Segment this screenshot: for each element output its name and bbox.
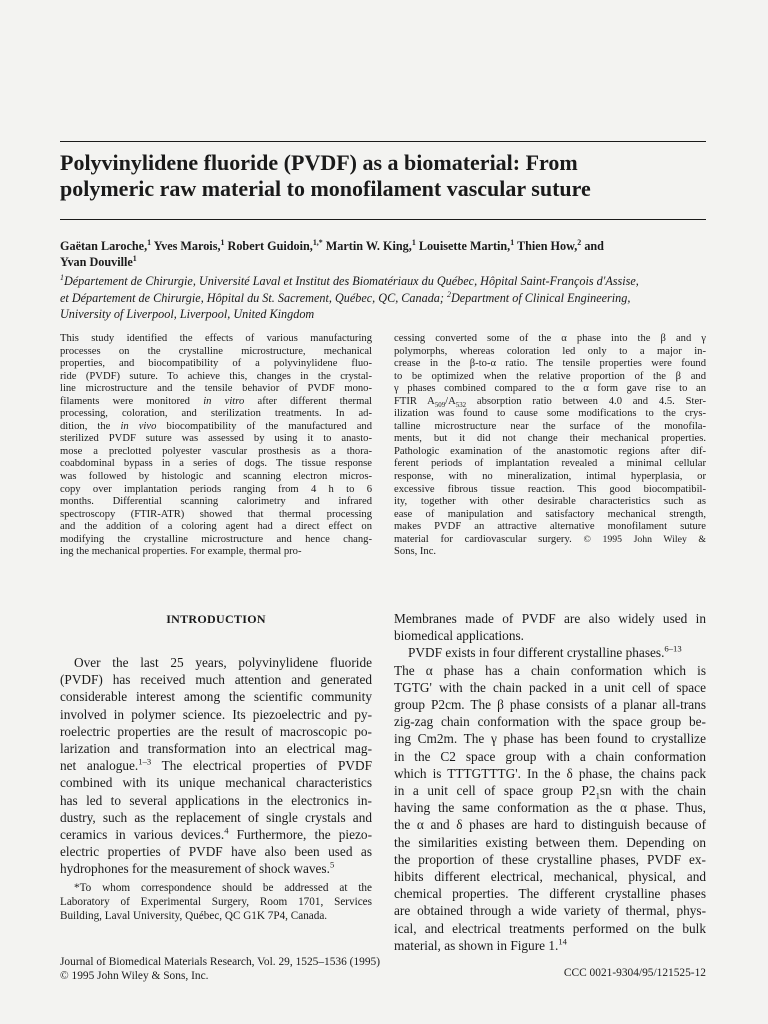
subscript: 509 xyxy=(434,401,446,409)
abstract-line: was followed by histologic and scanning electron micros- xyxy=(60,471,372,483)
body-line: has led to several applications in the electronics in- xyxy=(60,792,372,808)
introduction-right-column xyxy=(394,610,706,954)
abstract-line: line microstructure and the tensile behavior of PVDF mono- xyxy=(60,383,372,395)
abstract-line: makes PVDF an attractive alternative monofilament suture xyxy=(394,521,706,533)
affiliations xyxy=(60,273,720,323)
abstract-line xyxy=(394,396,706,409)
citation: 4 xyxy=(224,825,229,836)
abstract-line: talline microstructure near the surface of the monofila- xyxy=(394,420,706,432)
abstract-line: ride (PVDF) suture. To achieve this, changes in the crystal- xyxy=(60,370,372,382)
body-line: larization and transformation into an electrical mag- xyxy=(60,741,372,757)
correspondence-footnote xyxy=(60,881,372,924)
abstract-line: processing, coloration, and sterilization treatments. In ad- xyxy=(60,408,372,420)
abstract-line: processes on the crystalline microstructure, mechanical xyxy=(60,345,372,357)
subscript: 1 xyxy=(595,790,600,801)
author: Martin W. King, xyxy=(322,239,412,253)
text: The electrical properties of PVDF xyxy=(151,758,372,774)
author: Robert Guidoin, xyxy=(224,239,313,253)
abstract-line: This study identified the effects of various manufacturing xyxy=(60,333,372,344)
introduction-left-column xyxy=(60,654,372,878)
title-rule xyxy=(60,219,706,220)
abstract-line: polymorphs, whereas coloration led only to a major in- xyxy=(394,345,706,357)
affiliation-mark: 1 xyxy=(60,272,64,282)
copyright-line: © 1995 John Wiley & Sons, Inc. xyxy=(60,970,209,982)
author: Thien How, xyxy=(514,239,578,253)
body-line: ical, and electrical treatments performed on the bulk xyxy=(394,920,706,936)
abstract-line: modifying the crystalline microstructure and hence chang- xyxy=(60,533,372,545)
body-line: group P2cm. The β phase consists of a planar all-trans xyxy=(394,697,706,713)
abstract-line: ing the mechanical properties. For example, thermal pro- xyxy=(60,546,302,558)
body-line: chemical properties. The different crystalline phases xyxy=(394,886,706,902)
article-title xyxy=(60,150,710,202)
abstract-right-column xyxy=(394,333,706,559)
body-line: which is TTTGTTTG'. In the δ phase, the chains pack xyxy=(394,765,706,781)
section-heading-introduction: INTRODUCTION xyxy=(166,612,266,626)
author-conjunction: and xyxy=(581,239,604,253)
author-list xyxy=(60,238,720,270)
body-line: TGTG' with the chain packed in a unit cell of space xyxy=(394,679,706,695)
abstract-line: coabdominal bypass in a series of dogs. The tissue response xyxy=(60,458,372,470)
abstract-line: ilization was found to cause some modifications to the crys- xyxy=(394,408,706,420)
author: Gaëtan Laroche, xyxy=(60,239,148,253)
body-line: having the same conformation as the α phase. Thus, xyxy=(394,800,706,816)
abstract-line: and the addition of a coloring agent had a direct effect on xyxy=(60,521,372,533)
citation: 14 xyxy=(558,936,567,947)
abstract-line: γ phases combined compared to the α form gave rise to an xyxy=(394,383,706,395)
text: in a unit cell of space group P2 xyxy=(394,783,596,799)
text: ceramics in various devices. xyxy=(60,827,225,843)
abstract-line: Sons, Inc. xyxy=(394,546,437,558)
abstract-line: properties, and biocompatibility of a polyvinylidene fluo- xyxy=(60,358,372,370)
affiliation-line: Département de Chirurgie, Université Laval et Institut des Biomatériaux du Québec, Hôpital Saint-François d'Assise, xyxy=(63,274,639,288)
affiliation-line: University of Liverpool, Liverpool, United Kingdom xyxy=(60,307,315,321)
body-line: combined with its unique mechanical characteristics xyxy=(60,775,372,791)
footnote-line: *To whom correspondence should be addressed at the xyxy=(74,882,372,894)
citation: 6–13 xyxy=(664,643,682,654)
text: net analogue. xyxy=(60,758,139,774)
body-line: are obtained through a wide variety of thermal, phys- xyxy=(394,903,706,919)
body-line: Membranes made of PVDF are also widely used in xyxy=(394,611,706,626)
author: Yves Marois, xyxy=(151,239,221,253)
body-line: roelectric properties are the result of macroscopic po- xyxy=(60,723,372,739)
citation: 5 xyxy=(329,860,335,871)
abstract-left-column xyxy=(60,333,372,559)
abstract-line: copy over implantation periods ranging from 4 h to 6 xyxy=(60,483,372,495)
body-line xyxy=(394,937,706,954)
body-line: The α phase has a chain conformation which is xyxy=(394,662,706,678)
abstract-line: crease in the β-to-α ratio. The tensile properties were found xyxy=(394,358,706,370)
body-line: the α and δ phases are hard to distinguish because of xyxy=(394,817,706,833)
title-line-2: polymeric raw material to monofilament vascular suture xyxy=(60,176,591,201)
footnote-line: Laboratory of Experimental Surgery, Room 1701, Services xyxy=(60,896,372,909)
abstract-line: spectroscopy (FTIR-ATR) showed that thermal processing xyxy=(60,508,372,520)
body-line: Over the last 25 years, polyvinylidene fluoride xyxy=(74,655,372,670)
abstract-line: ease of manipulation and satisfactory mechanical strength, xyxy=(394,508,706,520)
affiliation-line: et Département de Chirurgie, Hôpital du St. Sacrement, Québec, QC, Canada; xyxy=(60,290,444,305)
author: Yvan Douville xyxy=(60,255,133,269)
affiliation-line: Department of Clinical Engineering, xyxy=(450,290,631,305)
journal-citation xyxy=(60,955,510,983)
abstract-line: response, with no mineralization, intimal hyperplasia, or xyxy=(394,471,706,483)
abstract-line: to be optimized when the relative proportion of the β and xyxy=(394,370,706,382)
ccc-code: CCC 0021-9304/95/121525-12 xyxy=(563,967,706,979)
text: absorption ratio between 4.0 and 4.5. Ster- xyxy=(466,395,707,407)
text: /A xyxy=(445,395,456,407)
text: material, as shown in Figure 1. xyxy=(394,937,559,953)
body-line xyxy=(60,757,372,774)
citation: 1–3 xyxy=(138,756,152,767)
abstract-line: sterilized PVDF suture was assessed by using it to anasto- xyxy=(60,433,372,445)
text: dition, the xyxy=(60,420,111,432)
text: PVDF exists in four different crystalline phases. xyxy=(408,645,665,661)
abstract-line: ferent periods of implantation revealed a minimal cellular xyxy=(394,458,706,470)
body-line: electric properties of PVDF have also been used as xyxy=(60,844,372,860)
body-line: (PVDF) has received much attention and generated xyxy=(60,672,372,688)
abstract-line xyxy=(60,396,372,409)
body-line: involved in polymer science. Its piezoelectric and py- xyxy=(60,706,372,722)
body-line: the similarities existing between them. Depending on xyxy=(394,834,706,850)
journal-reference: Journal of Biomedical Materials Research, Vol. 29, 1525–1536 (1995) xyxy=(60,956,381,968)
affiliation-mark: 1,* xyxy=(312,237,323,247)
affiliation-mark: 1 xyxy=(411,237,416,247)
body-line xyxy=(60,826,372,843)
affiliation-mark: 2 xyxy=(447,289,451,299)
body-line: considerable interest among the scientific community xyxy=(60,689,372,705)
text: after different thermal xyxy=(257,395,372,407)
text: Furthermore, the piezo- xyxy=(228,827,373,843)
abstract-line: excessive fibrous tissue reaction. This good biocompatibil- xyxy=(394,483,706,495)
copyright-notice: © 1995 John Wiley & xyxy=(583,533,707,545)
body-line: hibits different electrical, mechanical, physical, and xyxy=(394,869,706,885)
text: biocompatibility of the manufactured and xyxy=(166,420,372,432)
abstract-line: months. Differential scanning calorimetry and infrared xyxy=(60,496,372,508)
author: Louisette Martin, xyxy=(415,239,511,253)
affiliation-mark: 1 xyxy=(147,237,152,247)
body-line: ing Cm2m. The γ phase has been found to crystallize xyxy=(394,731,706,747)
subscript: 532 xyxy=(455,401,467,409)
body-line: biomedical applications. xyxy=(394,628,524,644)
body-line: dustry, such as the replacement of single crystals and xyxy=(60,809,372,825)
text: FTIR A xyxy=(394,395,435,407)
affiliation-mark: 1 xyxy=(132,253,137,263)
abstract-line: mose a preclotted polyester vascular prosthesis as a thora- xyxy=(60,445,372,457)
body-line: in the C2 space group with a chain conformation xyxy=(394,748,706,764)
affiliation-mark: 1 xyxy=(220,237,225,247)
abstract-line: ments, but it did not change their mechanical properties. xyxy=(394,433,706,445)
footnote-line: Building, Laval University, Québec, QC G1K 7P4, Canada. xyxy=(60,910,328,923)
affiliation-mark: 1 xyxy=(510,237,515,247)
body-line: zig-zag chain conformation with the space group be- xyxy=(394,714,706,730)
text: hydrophones for the measurement of shock waves. xyxy=(60,861,330,877)
affiliation-mark: 2 xyxy=(577,237,582,247)
abstract-line: cessing converted some of the α phase into the β and γ xyxy=(394,333,706,344)
text: sn with the chain xyxy=(599,783,706,799)
title-line-1: Polyvinylidene fluoride (PVDF) as a biomaterial: From xyxy=(60,150,578,175)
top-rule xyxy=(60,141,706,142)
body-line xyxy=(60,860,372,877)
text: filaments were monitored xyxy=(60,395,190,407)
abstract-line: ity, together with other desirable characteristics such as xyxy=(394,496,706,508)
italic-term: in vivo xyxy=(120,420,157,432)
body-line xyxy=(394,644,706,661)
abstract-line xyxy=(394,534,706,547)
italic-term: in vitro xyxy=(203,395,245,407)
abstract-line: Pathologic examination of the anastomotic regions after dif- xyxy=(394,445,706,457)
abstract-line xyxy=(60,421,372,434)
body-line: the proportion of these crystalline phases, PVDF ex- xyxy=(394,851,706,867)
text: material for cardiovascular surgery. xyxy=(394,533,572,545)
body-line xyxy=(394,782,706,799)
